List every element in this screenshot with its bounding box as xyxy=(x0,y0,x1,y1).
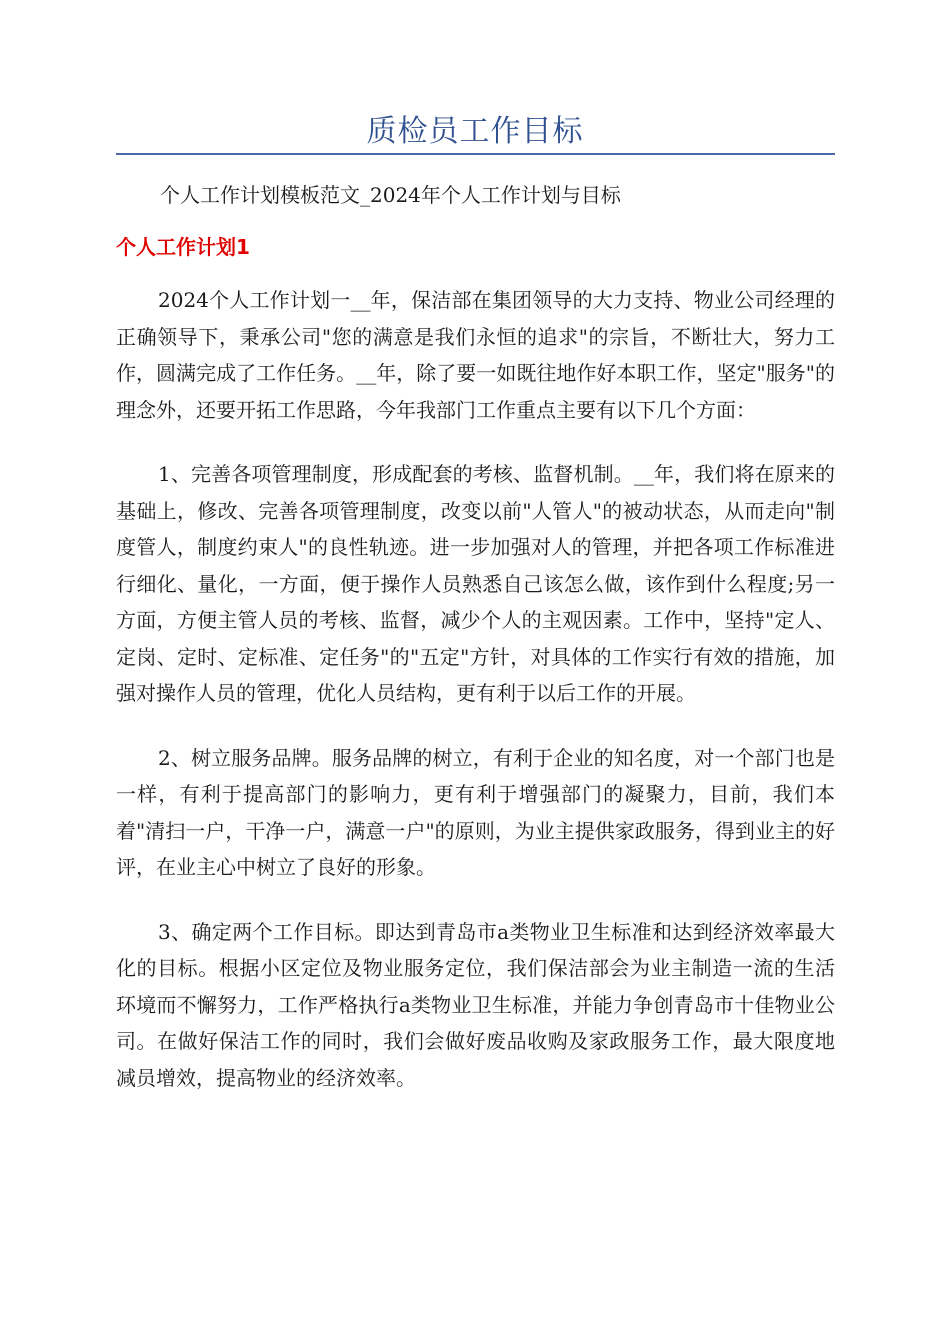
section-heading: 个人工作计划1 xyxy=(116,235,250,259)
body-text xyxy=(116,282,835,1124)
paragraph-item-1: 1、完善各项管理制度，形成配套的考核、监督机制。__年，我们将在原来的基础上，修改、完善各项管理制度，改变以前"人管人"的被动状态，从而走向"制度管人，制度约束人"的良性轨迹。进一步加强对人的管理，并把各项工作标准进行细化、量化，一方面，便于操作人员熟悉自己该怎么做，该作到什么程度;另一方面，方便主管人员的考核、监督，减少个人的主观因素。工作中，坚持"定人、定岗、定时、定标准、定任务"的"五定"方针，对具体的工作实行有效的措施，加强对操作人员的管理，优化人员结构，更有利于以后工作的开展。 xyxy=(116,462,835,705)
document-subtitle: 个人工作计划模板范文_2024年个人工作计划与目标 xyxy=(160,183,621,207)
paragraph-item-2: 2、树立服务品牌。服务品牌的树立，有利于企业的知名度，对一个部门也是一样，有利于提高部门的影响力，更有利于增强部门的凝聚力，目前，我们本着"清扫一户，干净一户，满意一户"的原则，为业主提供家政服务，得到业主的好评，在业主心中树立了良好的形象。 xyxy=(116,745,835,879)
document-title: 质检员工作目标 xyxy=(366,114,584,149)
paragraph-intro: 2024个人工作计划一__年，保洁部在集团领导的大力支持、物业公司经理的正确领导下，秉承公司"您的满意是我们永恒的追求"的宗旨，不断壮大，努力工作，圆满完成了工作任务。__年，除了要一如既往地作好本职工作，坚定"服务"的理念外，还要开拓工作思路，今年我部门工作重点主要有以下几个方面： xyxy=(116,288,835,422)
title-underline xyxy=(116,153,835,155)
paragraph-item-3: 3、确定两个工作目标。即达到青岛市a类物业卫生标准和达到经济效率最大化的目标。根据小区定位及物业服务定位，我们保洁部会为业主制造一流的生活环境而不懈努力，工作严格执行a类物业卫生标准，并能力争创青岛市十佳物业公司。在做好保洁工作的同时，我们会做好废品收购及家政服务工作，最大限度地减员增效，提高物业的经济效率。 xyxy=(116,919,835,1090)
